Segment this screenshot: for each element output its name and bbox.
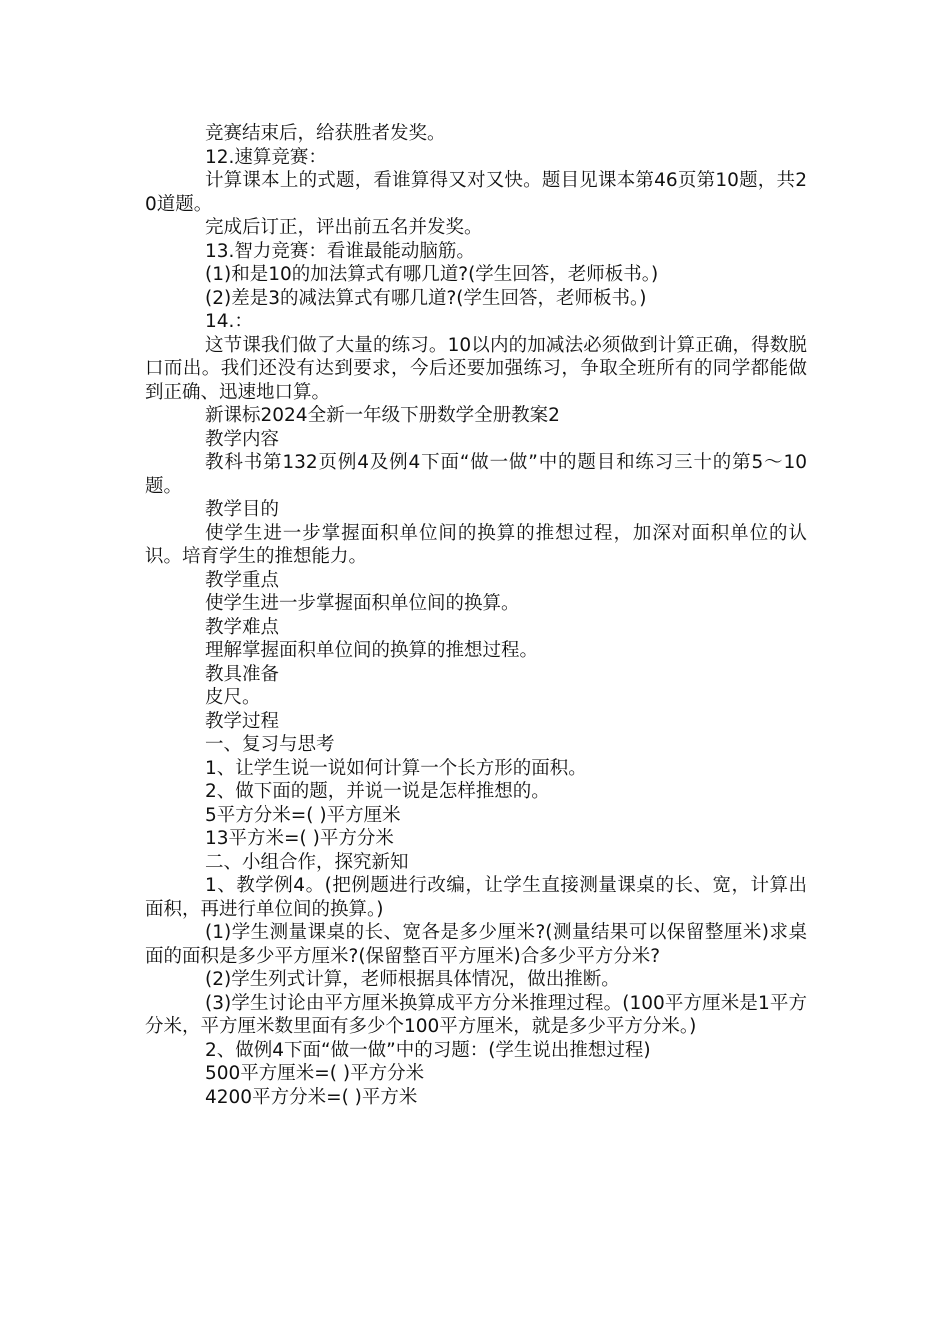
document-body [145,122,807,1109]
paragraph: 皮尺。 [205,687,261,708]
paragraph: 竞赛结束后，给获胜者发奖。 [205,123,446,144]
paragraph: 13平方米=( )平方分米 [205,828,394,849]
paragraph: (1)学生测量课桌的长、宽各是多少厘米?(测量结果可以保留整厘米)求桌面的面积是多少平方厘米?(保留整百平方厘米)合多少平方分米? [145,922,807,967]
paragraph: 12.速算竞赛： [205,146,327,168]
paragraph: (2)差是3的减法算式有哪几道?(学生回答，老师板书。) [205,287,647,309]
paragraph: 1、教学例4。(把例题进行改编，让学生直接测量课桌的长、宽，计算出面积，再进行单位间的换算。) [145,875,807,920]
section-title: 新课标2024全新一年级下册数学全册教案2 [205,405,560,426]
paragraph: (3)学生讨论由平方厘米换算成平方分米推理过程。(100平方厘米是1平方分米，平方厘米数里面有多少个100平方厘米，就是多少平方分米。) [145,992,807,1037]
paragraph: (1)和是10的加法算式有哪几道?(学生回答，老师板书。) [205,264,659,285]
paragraph: (2)学生列式计算，老师根据具体情况，做出推断。 [205,969,620,990]
paragraph: 一、复习与思考 [205,734,335,755]
heading: 教学难点 [205,616,280,638]
paragraph: 使学生进一步掌握面积单位间的换算的推想过程，加深对面积单位的认识。培育学生的推想能力。 [145,522,807,567]
paragraph: 完成后订正，评出前五名并发奖。 [205,217,483,238]
paragraph: 14.： [205,311,253,332]
paragraph: 2、做例4下面“做一做”中的习题：(学生说出推想过程) [205,1039,651,1061]
paragraph: 计算课本上的式题，看谁算得又对又快。题目见课本第46页第10题，共20道题。 [145,170,807,215]
heading: 教学内容 [205,428,280,450]
paragraph: 4200平方分米=( )平方米 [205,1086,418,1108]
paragraph: 2、做下面的题，并说一说是怎样推想的。 [205,781,550,802]
heading: 教学目的 [205,499,280,520]
paragraph: 使学生进一步掌握面积单位间的换算。 [205,593,520,614]
paragraph: 这节课我们做了大量的练习。10以内的加减法必须做到计算正确，得数脱口而出。我们还没有达到要求，今后还要加强练习，争取全班所有的同学都能做到正确、迅速地口算。 [145,334,807,403]
paragraph: 理解掌握面积单位间的换算的推想过程。 [205,640,539,661]
heading: 教学重点 [205,569,280,591]
paragraph: 13.智力竞赛：看谁最能动脑筋。 [205,240,475,262]
paragraph: 教科书第132页例4及例4下面“做一做”中的题目和练习三十的第5～10题。 [145,452,807,497]
heading: 教具准备 [205,663,280,685]
heading: 教学过程 [205,710,280,732]
paragraph: 1、让学生说一说如何计算一个长方形的面积。 [205,757,587,779]
paragraph: 5平方分米=( )平方厘米 [205,804,401,826]
paragraph: 二、小组合作，探究新知 [205,851,409,873]
paragraph: 500平方厘米=( )平方分米 [205,1063,425,1084]
